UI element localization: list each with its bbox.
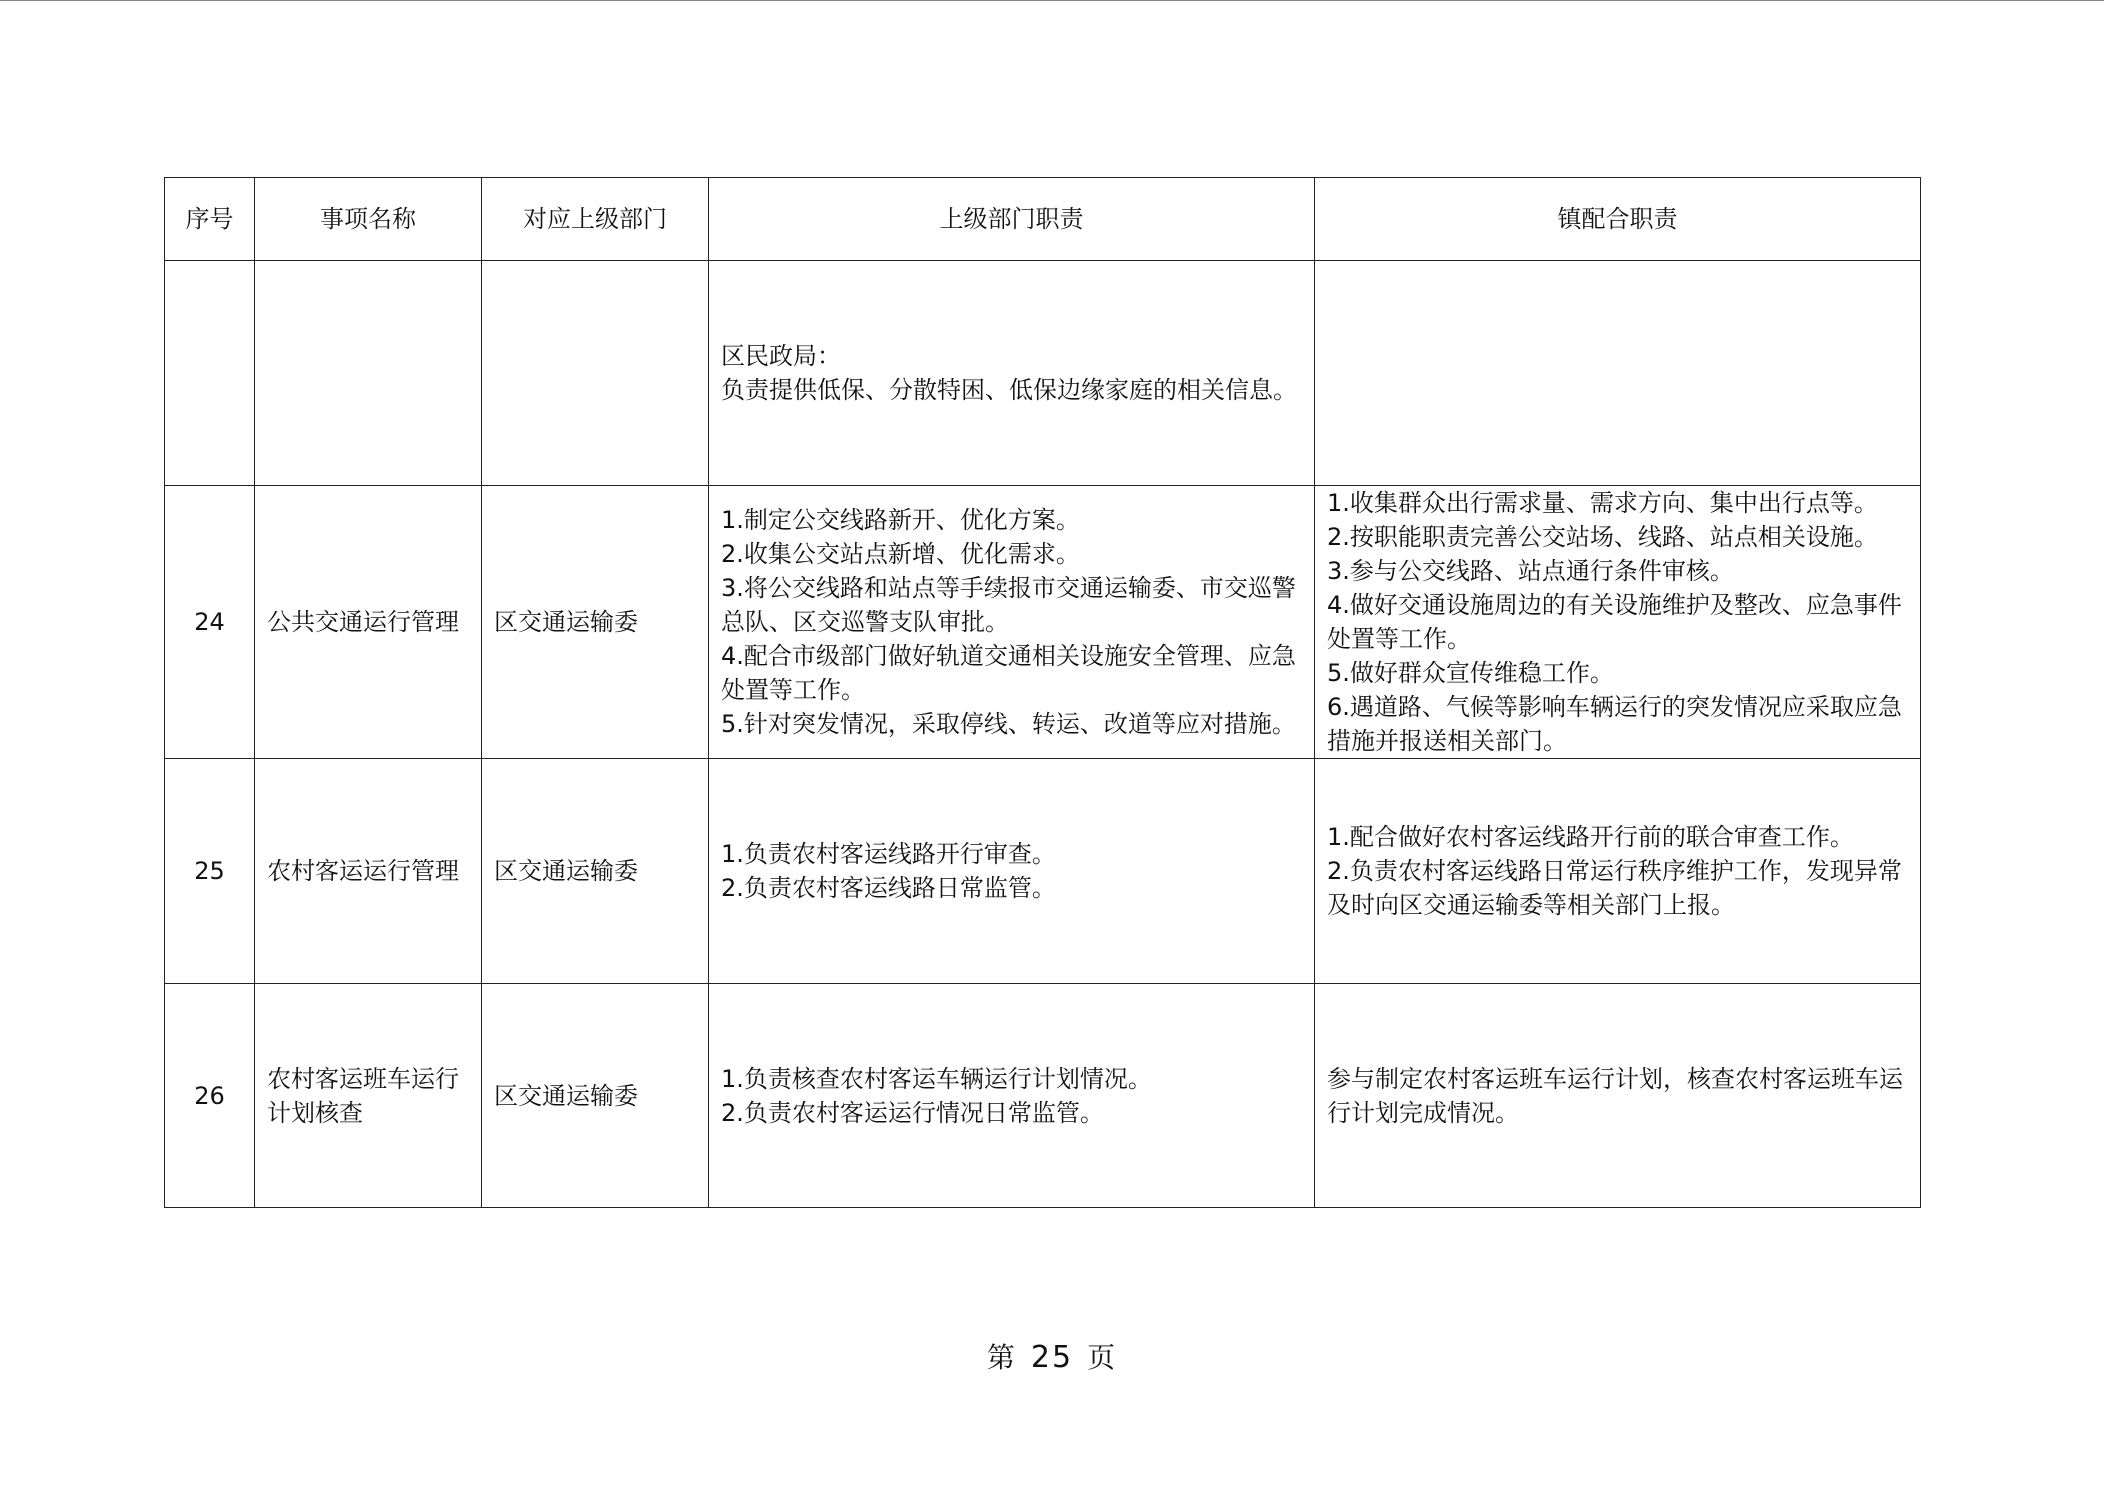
duty-line: 6.遇道路、气候等影响车辆运行的突发情况应采取应急措施并报送相关部门。 bbox=[1327, 693, 1902, 755]
duty-line: 3.将公交线路和站点等手续报市交通运输委、市交巡警总队、区交巡警支队审批。 bbox=[721, 574, 1296, 636]
table-row-26 bbox=[165, 984, 1921, 1208]
header-town-duties: 镇配合职责 bbox=[1315, 178, 1921, 261]
cell-index: 25 bbox=[165, 759, 255, 984]
cell-index bbox=[165, 261, 255, 486]
duty-line: 2.负责农村客运线路日常监管。 bbox=[721, 874, 1056, 902]
cell-upper-dept bbox=[482, 261, 709, 486]
cell-upper-duties bbox=[709, 261, 1315, 486]
cell-upper-duties bbox=[709, 984, 1315, 1208]
cell-index: 24 bbox=[165, 486, 255, 759]
duty-line: 5.针对突发情况，采取停线、转运、改道等应对措施。 bbox=[721, 710, 1296, 738]
header-item-name: 事项名称 bbox=[255, 178, 482, 261]
cell-upper-duties bbox=[709, 486, 1315, 759]
cell-item-name: 公共交通运行管理 bbox=[255, 486, 482, 759]
header-upper-duties: 上级部门职责 bbox=[709, 178, 1315, 261]
cell-town-duties bbox=[1315, 759, 1921, 984]
duty-line: 2.按职能职责完善公交站场、线路、站点相关设施。 bbox=[1327, 523, 1878, 551]
table-row-25 bbox=[165, 759, 1921, 984]
page-top-edge bbox=[0, 0, 2104, 1]
page-footer bbox=[0, 1336, 2104, 1376]
cell-town-duties bbox=[1315, 261, 1921, 486]
cell-town-duties bbox=[1315, 984, 1921, 1208]
cell-item-name: 农村客运班车运行计划核查 bbox=[255, 984, 482, 1208]
duty-line: 1.负责农村客运线路开行审查。 bbox=[721, 840, 1056, 868]
duty-line: 2.负责农村客运线路日常运行秩序维护工作，发现异常及时向区交通运输委等相关部门上报。 bbox=[1327, 857, 1902, 919]
cell-item-name bbox=[255, 261, 482, 486]
footer-suffix: 页 bbox=[1087, 1341, 1118, 1374]
cell-upper-dept: 区交通运输委 bbox=[482, 486, 709, 759]
duty-line: 参与制定农村客运班车运行计划，核查农村客运班车运行计划完成情况。 bbox=[1327, 1064, 1903, 1127]
duty-line: 2.负责农村客运运行情况日常监管。 bbox=[721, 1098, 1104, 1127]
cell-upper-dept: 区交通运输委 bbox=[482, 984, 709, 1208]
duty-line: 1.制定公交线路新开、优化方案。 bbox=[721, 506, 1080, 534]
page-number: 25 bbox=[1030, 1340, 1074, 1375]
header-index: 序号 bbox=[165, 178, 255, 261]
duty-line: 1.收集群众出行需求量、需求方向、集中出行点等。 bbox=[1327, 489, 1878, 517]
header-row bbox=[165, 178, 1921, 261]
table-row-continuation bbox=[165, 261, 1921, 486]
header-upper-dept: 对应上级部门 bbox=[482, 178, 709, 261]
cell-upper-dept: 区交通运输委 bbox=[482, 759, 709, 984]
duty-line: 4.配合市级部门做好轨道交通相关设施安全管理、应急处置等工作。 bbox=[721, 642, 1296, 704]
duty-line: 1.负责核查农村客运车辆运行计划情况。 bbox=[721, 1064, 1152, 1093]
duty-line: 负责提供低保、分散特困、低保边缘家庭的相关信息。 bbox=[721, 376, 1297, 404]
duties-table bbox=[164, 177, 1921, 1208]
footer-prefix: 第 bbox=[986, 1341, 1017, 1374]
duty-line: 3.参与公交线路、站点通行条件审核。 bbox=[1327, 557, 1734, 585]
cell-town-duties bbox=[1315, 486, 1921, 759]
duty-line: 1.配合做好农村客运线路开行前的联合审查工作。 bbox=[1327, 823, 1854, 851]
cell-index: 26 bbox=[165, 984, 255, 1208]
cell-upper-duties bbox=[709, 759, 1315, 984]
table-row-24 bbox=[165, 486, 1921, 759]
duty-line: 区民政局： bbox=[721, 342, 841, 370]
duty-line: 4.做好交通设施周边的有关设施维护及整改、应急事件处置等工作。 bbox=[1327, 591, 1902, 653]
duty-line: 2.收集公交站点新增、优化需求。 bbox=[721, 540, 1080, 568]
cell-item-name: 农村客运运行管理 bbox=[255, 759, 482, 984]
duty-line: 5.做好群众宣传维稳工作。 bbox=[1327, 659, 1614, 687]
